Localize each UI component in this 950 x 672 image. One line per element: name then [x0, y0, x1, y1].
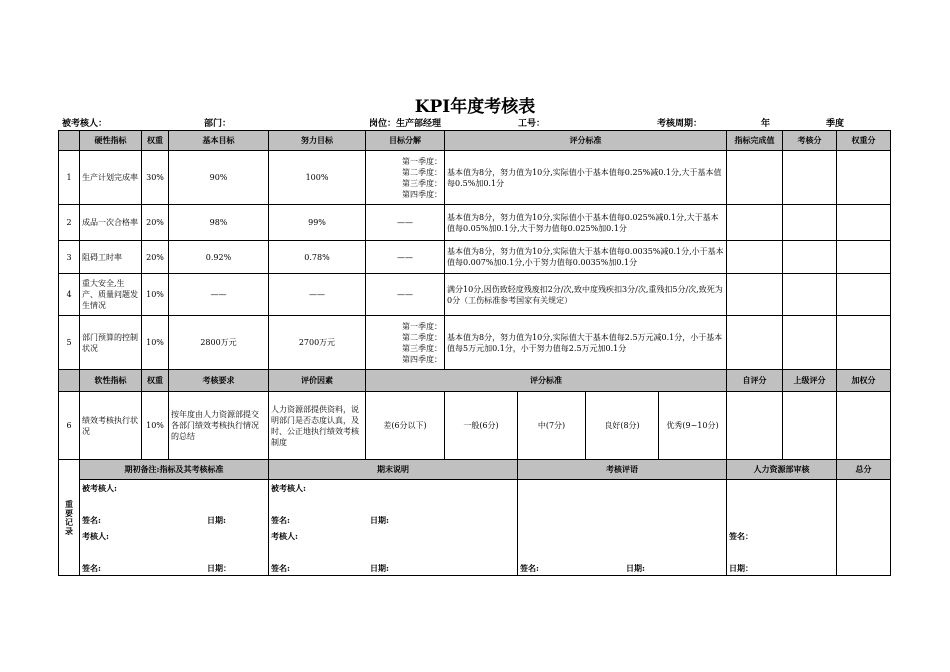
level-poor: 差(6分以下): [366, 392, 445, 460]
record-row: [59, 480, 891, 576]
score-cell[interactable]: [783, 274, 837, 316]
quarter-breakdown: 第一季度： 第二季度： 第三季度： 第四季度：: [366, 316, 445, 370]
soft-header-row: [59, 370, 891, 392]
row-number: 6: [59, 392, 80, 460]
date-field: 日期:: [370, 515, 389, 525]
weighted-score-cell[interactable]: [837, 205, 891, 241]
indicator-name: 重大安全,生产、质量问题发生情况: [80, 274, 142, 316]
date-field: 日期：: [207, 563, 231, 573]
row-number: 3: [59, 241, 80, 274]
date-field: 日期:: [626, 563, 645, 573]
row-number: 4: [59, 274, 80, 316]
score-cell[interactable]: [783, 205, 837, 241]
scoring-criteria: 基本值为8分，努力值为10分,实际值大于基本值每2.5万元减0.1分，小于基本值每5万元加0.1分，小于努力值每2.5万元加0.1分: [445, 316, 727, 370]
assessee-field: 被考核人:: [82, 483, 117, 493]
assessment-comment-box[interactable]: [518, 480, 727, 576]
date-field: 日期:: [207, 515, 226, 525]
hard-header-row: [59, 131, 891, 151]
quarter-breakdown: ——: [366, 241, 445, 274]
weighted-score-cell[interactable]: [837, 241, 891, 274]
base-target: 2800万元: [169, 316, 269, 370]
indicator-weight: 20%: [142, 241, 169, 274]
indicator-name: 部门预算的控制状况: [80, 316, 142, 370]
scoring-criteria: 满分10分,因伤致轻度残废扣2分/次,致中度残疾扣3分/次,重残扣5分/次,致死为0分（工伤标准参考国家有关规定）: [445, 274, 727, 316]
assessee-label: 被考核人：: [62, 119, 108, 129]
soft-header-superior: 上级评分: [783, 370, 837, 392]
date-field: 日期:: [370, 563, 389, 573]
hr-review-box[interactable]: [727, 480, 837, 576]
hard-header-base: 基本目标: [169, 131, 269, 151]
assessor-field: 考核人:: [271, 531, 298, 541]
effort-target: 0.78%: [269, 241, 366, 274]
completion-cell[interactable]: [727, 151, 783, 205]
sign-field: 签名:: [82, 515, 101, 525]
quarter-label: 季度: [826, 119, 845, 129]
assessment-requirement: 按年度由人力资源部提交各部门绩效考核执行情况的总结: [169, 392, 269, 460]
record-header-total: 总分: [837, 460, 891, 480]
record-header-hr-review: 人力资源部审核: [727, 460, 837, 480]
initial-remarks-box[interactable]: [80, 480, 269, 576]
sign-field: 签名:: [271, 515, 290, 525]
effort-target: 100%: [269, 151, 366, 205]
hard-header-weighted: 权重分: [837, 131, 891, 151]
assessor-field: 考核人:: [82, 531, 109, 541]
score-cell[interactable]: [783, 316, 837, 370]
table-row: [59, 151, 891, 205]
indicator-weight: 10%: [142, 392, 169, 460]
important-record-label: 重要记录: [59, 460, 80, 576]
base-target: ——: [169, 274, 269, 316]
completion-cell[interactable]: [727, 241, 783, 274]
row-number: 1: [59, 151, 80, 205]
quarter-breakdown: ——: [366, 205, 445, 241]
indicator-name: 成品一次合格率: [80, 205, 142, 241]
sign-field: 签名：: [729, 531, 753, 541]
hard-header-completion: 指标完成值: [727, 131, 783, 151]
table-row: [59, 316, 891, 370]
sign-field: 签名:: [82, 563, 101, 573]
department-label: 部门：: [204, 119, 232, 129]
row-number: 2: [59, 205, 80, 241]
score-cell[interactable]: [783, 241, 837, 274]
indicator-name: 阻碍工时率: [80, 241, 142, 274]
date-field: 日期：: [729, 563, 753, 573]
level-excellent: 优秀(9~10分): [659, 392, 727, 460]
year-label: 年: [761, 119, 771, 129]
assessee-field: 被考核人:: [271, 483, 306, 493]
table-row: [59, 241, 891, 274]
quarter-breakdown: 第一季度： 第二季度： 第三季度： 第四季度：: [366, 151, 445, 205]
indicator-name: 绩效考核执行状况: [80, 392, 142, 460]
record-header-comment: 考核评语: [518, 460, 727, 480]
base-target: 98%: [169, 205, 269, 241]
quarter-breakdown: ——: [366, 274, 445, 316]
job-number-label: 工号：: [518, 119, 546, 129]
position-label: 岗位：生产部经理: [369, 119, 442, 129]
hard-header-decompose: 目标分解: [366, 131, 445, 151]
weighted-score-cell[interactable]: [837, 151, 891, 205]
level-fair: 一般(6分): [445, 392, 518, 460]
level-medium: 中(7分): [518, 392, 586, 460]
evaluation-factor: 人力资源部提供资料，说明部门是否态度认真，及时、公正地执行绩效考核制度: [269, 392, 366, 460]
superior-score-cell[interactable]: [783, 392, 837, 460]
base-target: 0.92%: [169, 241, 269, 274]
effort-target: ——: [269, 274, 366, 316]
scoring-criteria: 基本值为8分，努力值为10分,实际值大于基本值每0.0035%减0.1分,小于基本值每0.007%加0.1分,小于努力值每0.0035%加0.1分: [445, 241, 727, 274]
scoring-criteria: 基本值为8分，努力值为10分,实际值小于基本值每0.25%减0.1分,大于基本值每0.5%加0.1分: [445, 151, 727, 205]
effort-target: 2700万元: [269, 316, 366, 370]
completion-cell[interactable]: [727, 205, 783, 241]
record-header-row: [59, 460, 891, 480]
base-target: 90%: [169, 151, 269, 205]
kpi-table: [58, 130, 891, 576]
sign-field: 签名:: [520, 563, 539, 573]
level-good: 良好(8分): [586, 392, 659, 460]
effort-target: 99%: [269, 205, 366, 241]
self-score-cell[interactable]: [727, 392, 783, 460]
soft-header-requirement: 考核要求: [169, 370, 269, 392]
indicator-weight: 10%: [142, 316, 169, 370]
weighted-score-cell[interactable]: [837, 316, 891, 370]
indicator-weight: 30%: [142, 151, 169, 205]
row-number: 5: [59, 316, 80, 370]
weighted-score-cell[interactable]: [837, 274, 891, 316]
record-header-final: 期末说明: [269, 460, 518, 480]
hard-header-criteria: 评分标准: [445, 131, 727, 151]
record-header-initial: 期初备注:指标及其考核标准: [80, 460, 269, 480]
final-remarks-box[interactable]: [269, 480, 518, 576]
soft-header-weight: 权重: [142, 370, 169, 392]
score-cell[interactable]: [783, 151, 837, 205]
indicator-weight: 10%: [142, 274, 169, 316]
soft-header-self: 自评分: [727, 370, 783, 392]
weighted-score-cell[interactable]: [837, 392, 891, 460]
completion-cell[interactable]: [727, 274, 783, 316]
soft-row: [59, 392, 891, 460]
hard-header-name: 硬性指标: [80, 131, 142, 151]
hard-header-score: 考核分: [783, 131, 837, 151]
table-row: [59, 205, 891, 241]
completion-cell[interactable]: [727, 316, 783, 370]
indicator-name: 生产计划完成率: [80, 151, 142, 205]
period-label: 考核周期：: [657, 119, 703, 129]
soft-header-name: 软性指标: [80, 370, 142, 392]
soft-header-weighted: 加权分: [837, 370, 891, 392]
soft-header-factor: 评价因素: [269, 370, 366, 392]
page-title: KPI年度考核表: [414, 97, 536, 117]
total-score-box[interactable]: [837, 480, 891, 576]
table-row: [59, 274, 891, 316]
scoring-criteria: 基本值为8分，努力值为10分,实际值小于基本值每0.025%减0.1分,大于基本值每0.05%加0.1分,大于努力值每0.025%加0.1分: [445, 205, 727, 241]
sign-field: 签名:: [271, 563, 290, 573]
soft-header-criteria: 评分标准: [366, 370, 727, 392]
indicator-weight: 20%: [142, 205, 169, 241]
hard-header-weight: 权重: [142, 131, 169, 151]
hard-header-effort: 努力目标: [269, 131, 366, 151]
